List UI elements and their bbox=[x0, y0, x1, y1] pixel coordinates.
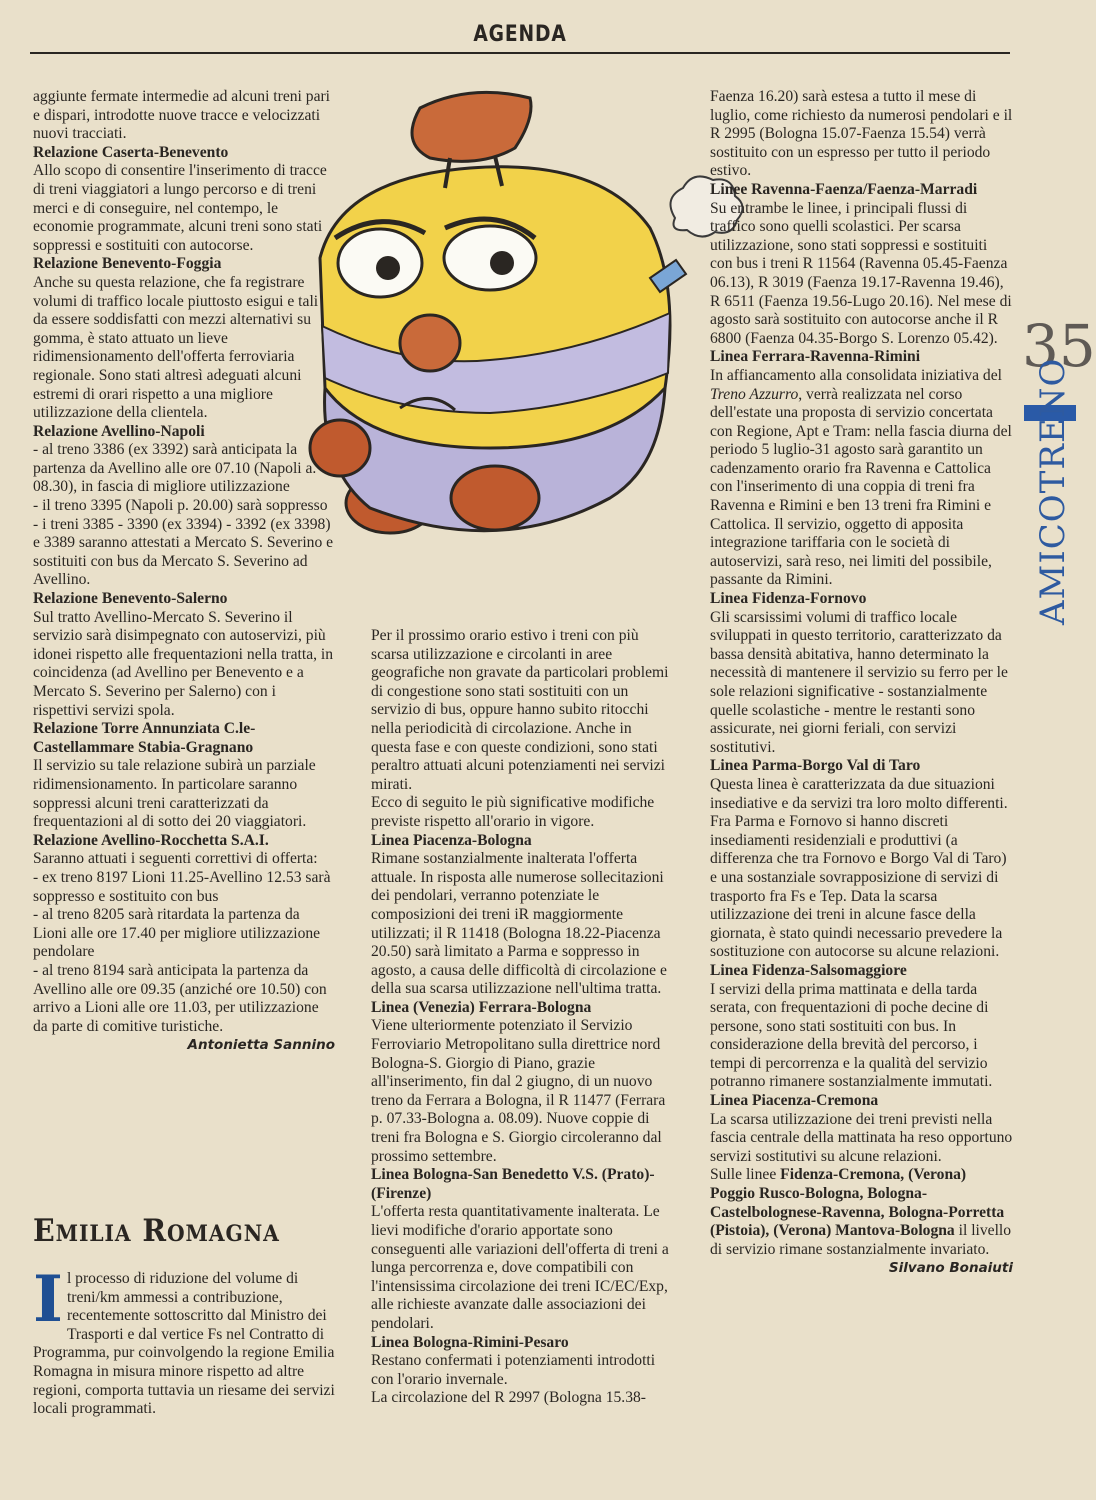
column-3 bbox=[710, 88, 1013, 1278]
page-header bbox=[30, 18, 1010, 54]
section-heading: Linea Piacenza-Cremona bbox=[710, 1092, 879, 1110]
paragraph: Restano confermati i potenziamenti introdotti con l'orario invernale. bbox=[371, 1352, 656, 1388]
paragraph: Rimane sostanzialmente inalterata l'offerta attuale. In risposta alle numerose sollecitazioni dei pendolari, verranno potenziate le composizioni dei treni iR maggiormente utilizzati; il R 11418 (Bologna 18.22-Piacenza 20.50) sarà limitato a Parma e soppresso in agosto, a causa delle difficoltà di circolazione e della sua scarsa utilizzazione nell'ultima tratta. bbox=[371, 850, 667, 998]
section-heading: Linea (Venezia) Ferrara-Bologna bbox=[371, 998, 592, 1016]
paragraph: Su entrambe le linee, i principali flussi di traffico sono quelli scolastici. Per scarsa utilizzazione, sono stati soppressi e sostituiti con bus i treni R 11564 (Ravenna 05.45-Faenza 06.13), R 3019 (Faenza 19.17-Ravenna 19.46), R 6511 (Faenza 19.56-Lugo 20.16). Nel mese di agosto sarà sostituito con autocorse anche il R 6800 (Faenza 04.35-Borgo S. Lorenzo 05.42). bbox=[710, 199, 1012, 347]
paragraph: Ecco di seguito le più significative modifiche previste rispetto all'orario in vigore. bbox=[371, 794, 655, 830]
section-heading: Linea Bologna-Rimini-Pesaro bbox=[371, 1333, 569, 1351]
paragraph: Saranno attuati i seguenti correttivi di offerta: bbox=[33, 850, 318, 868]
drop-cap: I bbox=[33, 1262, 63, 1337]
section-title: AGENDA bbox=[473, 22, 567, 47]
list-item: - il treno 3395 (Napoli p. 20.00) sarà soppresso bbox=[33, 497, 328, 515]
paragraph bbox=[710, 367, 1013, 590]
list-item: - al treno 8194 sarà anticipata la partenza da Avellino alle ore 09.35 (anziché ore 10.50) con arrivo a Lioni alle ore 11.03, per utilizzazione da parte di comitive turistiche. bbox=[33, 961, 327, 1035]
text-run: , verrà realizzata nel corso dell'estate una proposta di servizio concertata con Regione, Apt e Tram: nella fascia diurna del periodo 5 luglio-31 agosto sarà garantito un cadenzamento orario fra Ravenna e Cattolica con l'inserimento di una coppia di treni fra Ravenna e Rimini e ben 13 treni fra Rimini e Cattolica. Il servizio, oggetto di apposita integrazione tariffaria con le società di autoservizi, sarà reso, nei limiti del possibile, passante da Rimini. bbox=[710, 385, 1012, 589]
paragraph: L'offerta resta quantitativamente inalterata. Le lievi modifiche d'orario apportate sono conseguenti alle variazioni dell'offerta di treni a lunga percorrenza e, dove compatibili con l'intensissima circolazione dei treni IC/EC/Exp, alle richieste avanzate dalle associazioni dei pendolari. bbox=[371, 1203, 669, 1332]
section-heading: Linea Fidenza-Fornovo bbox=[710, 590, 867, 608]
cartoon-train-icon bbox=[280, 88, 740, 568]
section-heading: Relazione Avellino-Napoli bbox=[33, 422, 205, 440]
emphasis-text: Treno Azzurro bbox=[710, 385, 799, 403]
list-item: - al treno 8205 sarà ritardata la partenza da Lioni alle ore 17.40 per migliore utilizzazione pendolare bbox=[33, 906, 321, 961]
paragraph: Il servizio su tale relazione subirà un parziale ridimensionamento. In particolare saranno soppressi alcuni treni caratterizzati da frequentazioni al di sotto dei 20 viaggiatori. bbox=[33, 757, 316, 831]
paragraph bbox=[710, 1166, 1013, 1259]
section-heading: Linea Ferrara-Ravenna-Rimini bbox=[710, 348, 921, 366]
section-heading: Relazione Benevento-Foggia bbox=[33, 255, 222, 273]
page-number: 35 bbox=[1022, 312, 1096, 380]
section-heading: Linea Parma-Borgo Val di Taro bbox=[710, 757, 921, 775]
section-heading: Linea Piacenza-Bologna bbox=[371, 831, 532, 849]
section-heading: Linea Bologna-San Benedetto V.S. (Prato)-(Firenze) bbox=[371, 1166, 655, 1202]
paragraph: La circolazione del R 2997 (Bologna 15.38- bbox=[371, 1389, 646, 1407]
section-heading: Relazione Avellino-Rocchetta S.A.I. bbox=[33, 831, 269, 849]
paragraph: Faenza 16.20) sarà estesa a tutto il mese di luglio, come richiesto da numerosi pendolari e il R 2995 (Bologna 15.07-Faenza 15.54) verrà sostituito con un espresso per tutto il periodo estivo. bbox=[710, 88, 1013, 180]
list-item: - ex treno 8197 Lioni 11.25-Avellino 12.53 sarà soppresso e sostituito con bus bbox=[33, 868, 331, 905]
list-item: - al treno 3386 (ex 3392) sarà anticipata la partenza da Avellino alle ore 07.10 (Napoli a. 08.30), in fascia di migliore utilizzazione bbox=[33, 441, 317, 496]
magazine-title: AMICOTRENO bbox=[1033, 357, 1073, 625]
paragraph: Allo scopo di consentire l'inserimento di tracce di treni viaggiatori a lungo percorso e di treni merci e di conseguire, nel contempo, le economie programmate, alcuni treni sono stati soppressi e sostituiti con autocorse. bbox=[33, 162, 327, 254]
paragraph: La scarsa utilizzazione dei treni previsti nella fascia centrale della mattinata ha reso opportuno servizi sostitutivi su alcune relazioni. bbox=[710, 1110, 1013, 1165]
paragraph: Viene ulteriormente potenziato il Servizio Ferroviario Metropolitano sulla direttrice nord Bologna-S. Giorgio di Piano, grazie all'inserimento, fin dal 2 giugno, di un nuovo treno da Ferrara a Bologna, il R 11477 (Ferrara p. 07.33-Bologna a. 08.09). Nuove coppie di treni fra Bologna e S. Giorgio circoleranno dal prossimo settembre. bbox=[371, 1017, 666, 1165]
section-heading: Relazione Torre Annunziata C.le-Castellammare Stabia-Gragnano bbox=[33, 720, 256, 756]
section-heading: Relazione Benevento-Salerno bbox=[33, 590, 228, 608]
paragraph: I servizi della prima mattinata e della tarda serata, con frequentazioni di poche decine di persone, sono stati sostituiti con bus. In considerazione della brevità del percorso, i tempi di percorrenza e la qualità del servizio potranno rimanere sostanzialmente immutati. bbox=[710, 980, 993, 1091]
section-heading: Linea Fidenza-Salsomaggiore bbox=[710, 961, 907, 979]
region-intro bbox=[33, 1262, 335, 1419]
list-item: - i treni 3385 - 3390 (ex 3394) - 3392 (ex 3398) e 3389 saranno attestati a Mercato S. Severino e sostituiti con bus da Mercato S. Severino ad Avellino. bbox=[33, 515, 334, 589]
region-heading: Emilia Romagna bbox=[33, 1213, 280, 1249]
bold-text: Fidenza-Cremona, (Verona) Poggio Rusco-Bologna, Bologna-Castelbolognese-Ravenna, Bologna-Porretta (Pistoia), (Verona) Mantova-Bologna bbox=[710, 1166, 1005, 1240]
column-2 bbox=[371, 627, 673, 1408]
paragraph: Gli scarsissimi volumi di traffico locale sviluppati in questo territorio, caratterizzato da bassa densità abitativa, hanno determinato la necessità di mantenere il servizio su ferro per le sole relazioni significative - sostanzialmente quelle scolastiche - mentre le restanti sono assicurate, nei giorni feriali, con servizi sostitutivi. bbox=[710, 608, 1008, 756]
author-signature: Silvano Bonaiuti bbox=[888, 1260, 1013, 1277]
paragraph: Anche su questa relazione, che fa registrare volumi di traffico locale piuttosto esigui e tali da essere soddisfatti con mezzi alternativi su gomma, è stato attuato un lieve ridimensionamento dell'offerta ferroviaria regionale. Sono stati altresì adeguati alcuni estremi di orari rispetto a una migliore utilizzazione della clientela. bbox=[33, 273, 319, 422]
paragraph: Sul tratto Avellino-Mercato S. Severino il servizio sarà disimpegnato con autoservizi, più idonei rispetto alle frequentazioni nella tratta, in coincidenza (ad Avellino per Benevento e a Mercato S. Severino per Salerno) con i rispettivi servizi spola. bbox=[33, 608, 334, 719]
text-run: Sulle linee bbox=[710, 1166, 781, 1184]
paragraph: l processo di riduzione del volume di treni/km ammessi a contribuzione, recentemente sottoscritto dal Ministro dei Trasporti e dal vertice Fs nel Contratto di Programma, pur coinvolgendo la regione Emilia Romagna in misura minore rispetto ad altre regioni, comporta tuttavia un riesame dei servizi locali programmati. bbox=[33, 1270, 335, 1418]
text-run: il livello di servizio rimane sostanzialmente invariato. bbox=[710, 1222, 1012, 1258]
section-heading: Linee Ravenna-Faenza/Faenza-Marradi bbox=[710, 180, 978, 198]
section-heading: Relazione Caserta-Benevento bbox=[33, 143, 229, 161]
paragraph: Per il prossimo orario estivo i treni con più scarsa utilizzazione e circolanti in aree geografiche non gravate da particolari problemi di congestione sono stati sostituiti con un servizio di bus, oppure hanno subito ritocchi nella periodicità di circolazione. Anche in questa fase e con queste condizioni, sono stati peraltro attuati alcuni potenziamenti nei servizi mirati. bbox=[371, 627, 669, 793]
paragraph: Questa linea è caratterizzata da due situazioni insediative e da servizi tra loro molto differenti. Fra Parma e Fornovo si hanno discreti insediamenti residenziali e produttivi (a differenza che tra Fornovo e Borgo Val di Taro) e una sostanziale sovrapposizione di servizi di trasporto fra Fs e Tep. Data la scarsa utilizzazione dei treni in alcune fasce della giornata, è stato quindi necessario prevedere la sostituzione con autocorse su alcune relazioni. bbox=[710, 775, 1008, 961]
author-signature: Antonietta Sannino bbox=[187, 1037, 335, 1054]
text-run: In affiancamento alla consolidata iniziativa del bbox=[710, 366, 1002, 384]
paragraph: aggiunte fermate intermedie ad alcuni treni pari e dispari, introdotte nuove tracce e velocizzati nuovi tracciati. bbox=[33, 88, 331, 143]
